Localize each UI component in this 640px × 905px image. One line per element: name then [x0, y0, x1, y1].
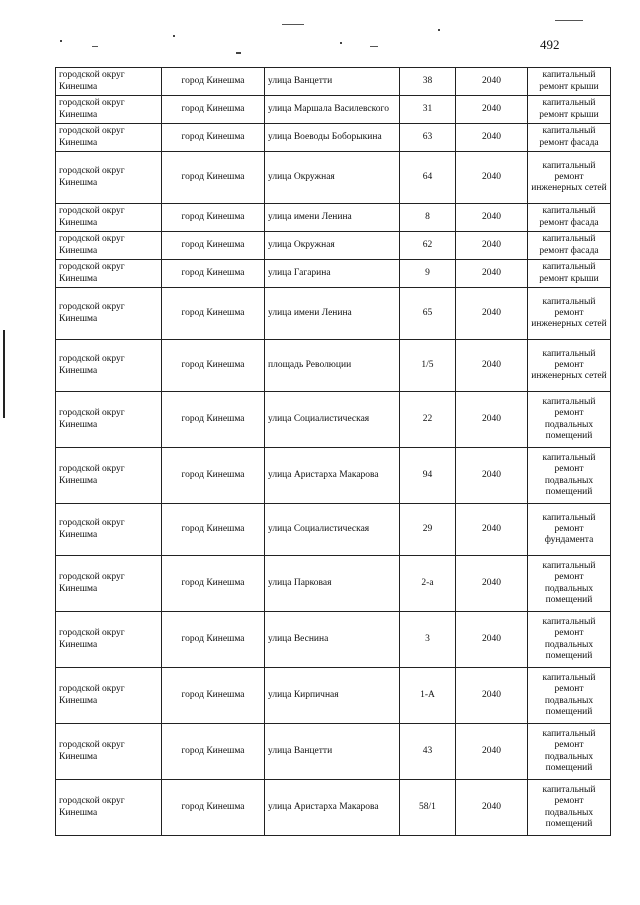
cell-house: 63	[400, 124, 456, 152]
table-row	[56, 288, 611, 340]
cell-street: улица Социалистическая	[265, 392, 400, 448]
cell-district: городской округ Кинешма	[56, 724, 162, 780]
table-row	[56, 504, 611, 556]
registry-table-body	[56, 68, 611, 836]
cell-year: 2040	[456, 96, 528, 124]
table-row	[56, 260, 611, 288]
cell-street: улица Аристарха Макарова	[265, 448, 400, 504]
cell-district: городской округ Кинешма	[56, 448, 162, 504]
margin-line	[3, 330, 5, 418]
cell-district: городской округ Кинешма	[56, 556, 162, 612]
cell-district: городской округ Кинешма	[56, 288, 162, 340]
cell-year: 2040	[456, 504, 528, 556]
table-row	[56, 96, 611, 124]
cell-city: город Кинешма	[162, 724, 265, 780]
cell-street: улица Кирпичная	[265, 668, 400, 724]
table-row	[56, 724, 611, 780]
table-row	[56, 68, 611, 96]
cell-district: городской округ Кинешма	[56, 68, 162, 96]
cell-house: 9	[400, 260, 456, 288]
scan-mark	[370, 46, 378, 47]
cell-house: 58/1	[400, 780, 456, 836]
cell-district: городской округ Кинешма	[56, 612, 162, 668]
cell-district: городской округ Кинешма	[56, 340, 162, 392]
cell-street: улица Парковая	[265, 556, 400, 612]
cell-street: улица имени Ленина	[265, 288, 400, 340]
cell-house: 94	[400, 448, 456, 504]
table-row	[56, 668, 611, 724]
cell-year: 2040	[456, 556, 528, 612]
cell-street: улица Ванцетти	[265, 724, 400, 780]
scan-dot	[60, 40, 62, 42]
cell-work: капитальный ремонт инженерных сетей	[528, 340, 611, 392]
table-row	[56, 232, 611, 260]
scan-mark	[92, 46, 98, 47]
cell-city: город Кинешма	[162, 392, 265, 448]
cell-year: 2040	[456, 612, 528, 668]
page-number: 492	[540, 37, 560, 52]
scan-dot	[438, 29, 440, 31]
cell-house: 22	[400, 392, 456, 448]
cell-year: 2040	[456, 152, 528, 204]
cell-house: 3	[400, 612, 456, 668]
table-row	[56, 340, 611, 392]
cell-city: город Кинешма	[162, 612, 265, 668]
cell-city: город Кинешма	[162, 68, 265, 96]
cell-street: площадь Революции	[265, 340, 400, 392]
cell-year: 2040	[456, 260, 528, 288]
cell-house: 31	[400, 96, 456, 124]
cell-year: 2040	[456, 124, 528, 152]
cell-work: капитальный ремонт подвальных помещений	[528, 612, 611, 668]
cell-district: городской округ Кинешма	[56, 96, 162, 124]
scan-dot	[340, 42, 342, 44]
cell-work: капитальный ремонт подвальных помещений	[528, 448, 611, 504]
table-row	[56, 556, 611, 612]
scan-mark	[555, 20, 583, 21]
cell-district: городской округ Кинешма	[56, 152, 162, 204]
cell-year: 2040	[456, 724, 528, 780]
scan-dot	[173, 35, 175, 37]
cell-street: улица Окружная	[265, 152, 400, 204]
cell-year: 2040	[456, 448, 528, 504]
cell-street: улица Маршала Василевского	[265, 96, 400, 124]
cell-house: 65	[400, 288, 456, 340]
cell-city: город Кинешма	[162, 556, 265, 612]
cell-year: 2040	[456, 392, 528, 448]
cell-city: город Кинешма	[162, 232, 265, 260]
cell-city: город Кинешма	[162, 96, 265, 124]
cell-year: 2040	[456, 780, 528, 836]
cell-house: 1-А	[400, 668, 456, 724]
table-row	[56, 448, 611, 504]
cell-work: капитальный ремонт подвальных помещений	[528, 556, 611, 612]
cell-street: улица Воеводы Боборыкина	[265, 124, 400, 152]
cell-district: городской округ Кинешма	[56, 260, 162, 288]
cell-house: 62	[400, 232, 456, 260]
cell-house: 64	[400, 152, 456, 204]
cell-year: 2040	[456, 204, 528, 232]
cell-district: городской округ Кинешма	[56, 780, 162, 836]
cell-street: улица Веснина	[265, 612, 400, 668]
cell-city: город Кинешма	[162, 152, 265, 204]
cell-year: 2040	[456, 68, 528, 96]
cell-street: улица Аристарха Макарова	[265, 780, 400, 836]
cell-district: городской округ Кинешма	[56, 204, 162, 232]
cell-work: капитальный ремонт крыши	[528, 68, 611, 96]
cell-work: капитальный ремонт подвальных помещений	[528, 392, 611, 448]
cell-street: улица Ванцетти	[265, 68, 400, 96]
cell-city: город Кинешма	[162, 288, 265, 340]
cell-house: 2-а	[400, 556, 456, 612]
cell-district: городской округ Кинешма	[56, 124, 162, 152]
table-row	[56, 780, 611, 836]
cell-house: 43	[400, 724, 456, 780]
cell-work: капитальный ремонт подвальных помещений	[528, 668, 611, 724]
cell-work: капитальный ремонт инженерных сетей	[528, 288, 611, 340]
cell-year: 2040	[456, 288, 528, 340]
cell-city: город Кинешма	[162, 260, 265, 288]
registry-table	[55, 67, 611, 836]
cell-street: улица Окружная	[265, 232, 400, 260]
cell-district: городской округ Кинешма	[56, 504, 162, 556]
cell-city: город Кинешма	[162, 504, 265, 556]
cell-house: 1/5	[400, 340, 456, 392]
cell-work: капитальный ремонт крыши	[528, 96, 611, 124]
cell-street: улица Гагарина	[265, 260, 400, 288]
cell-year: 2040	[456, 668, 528, 724]
table-row	[56, 124, 611, 152]
cell-year: 2040	[456, 340, 528, 392]
cell-city: город Кинешма	[162, 340, 265, 392]
cell-work: капитальный ремонт фасада	[528, 204, 611, 232]
cell-work: капитальный ремонт инженерных сетей	[528, 152, 611, 204]
cell-district: городской округ Кинешма	[56, 392, 162, 448]
scan-dot	[236, 52, 241, 54]
cell-street: улица имени Ленина	[265, 204, 400, 232]
table-row	[56, 204, 611, 232]
cell-work: капитальный ремонт фасада	[528, 232, 611, 260]
scan-mark	[282, 24, 304, 25]
cell-district: городской округ Кинешма	[56, 232, 162, 260]
cell-city: город Кинешма	[162, 780, 265, 836]
cell-street: улица Социалистическая	[265, 504, 400, 556]
table-row	[56, 152, 611, 204]
cell-district: городской округ Кинешма	[56, 668, 162, 724]
table-row	[56, 392, 611, 448]
cell-work: капитальный ремонт фасада	[528, 124, 611, 152]
cell-house: 38	[400, 68, 456, 96]
cell-house: 8	[400, 204, 456, 232]
cell-city: город Кинешма	[162, 124, 265, 152]
cell-city: город Кинешма	[162, 448, 265, 504]
cell-house: 29	[400, 504, 456, 556]
cell-work: капитальный ремонт подвальных помещений	[528, 780, 611, 836]
table-row	[56, 612, 611, 668]
cell-work: капитальный ремонт фундамента	[528, 504, 611, 556]
cell-city: город Кинешма	[162, 204, 265, 232]
cell-city: город Кинешма	[162, 668, 265, 724]
cell-work: капитальный ремонт подвальных помещений	[528, 724, 611, 780]
cell-year: 2040	[456, 232, 528, 260]
cell-work: капитальный ремонт крыши	[528, 260, 611, 288]
